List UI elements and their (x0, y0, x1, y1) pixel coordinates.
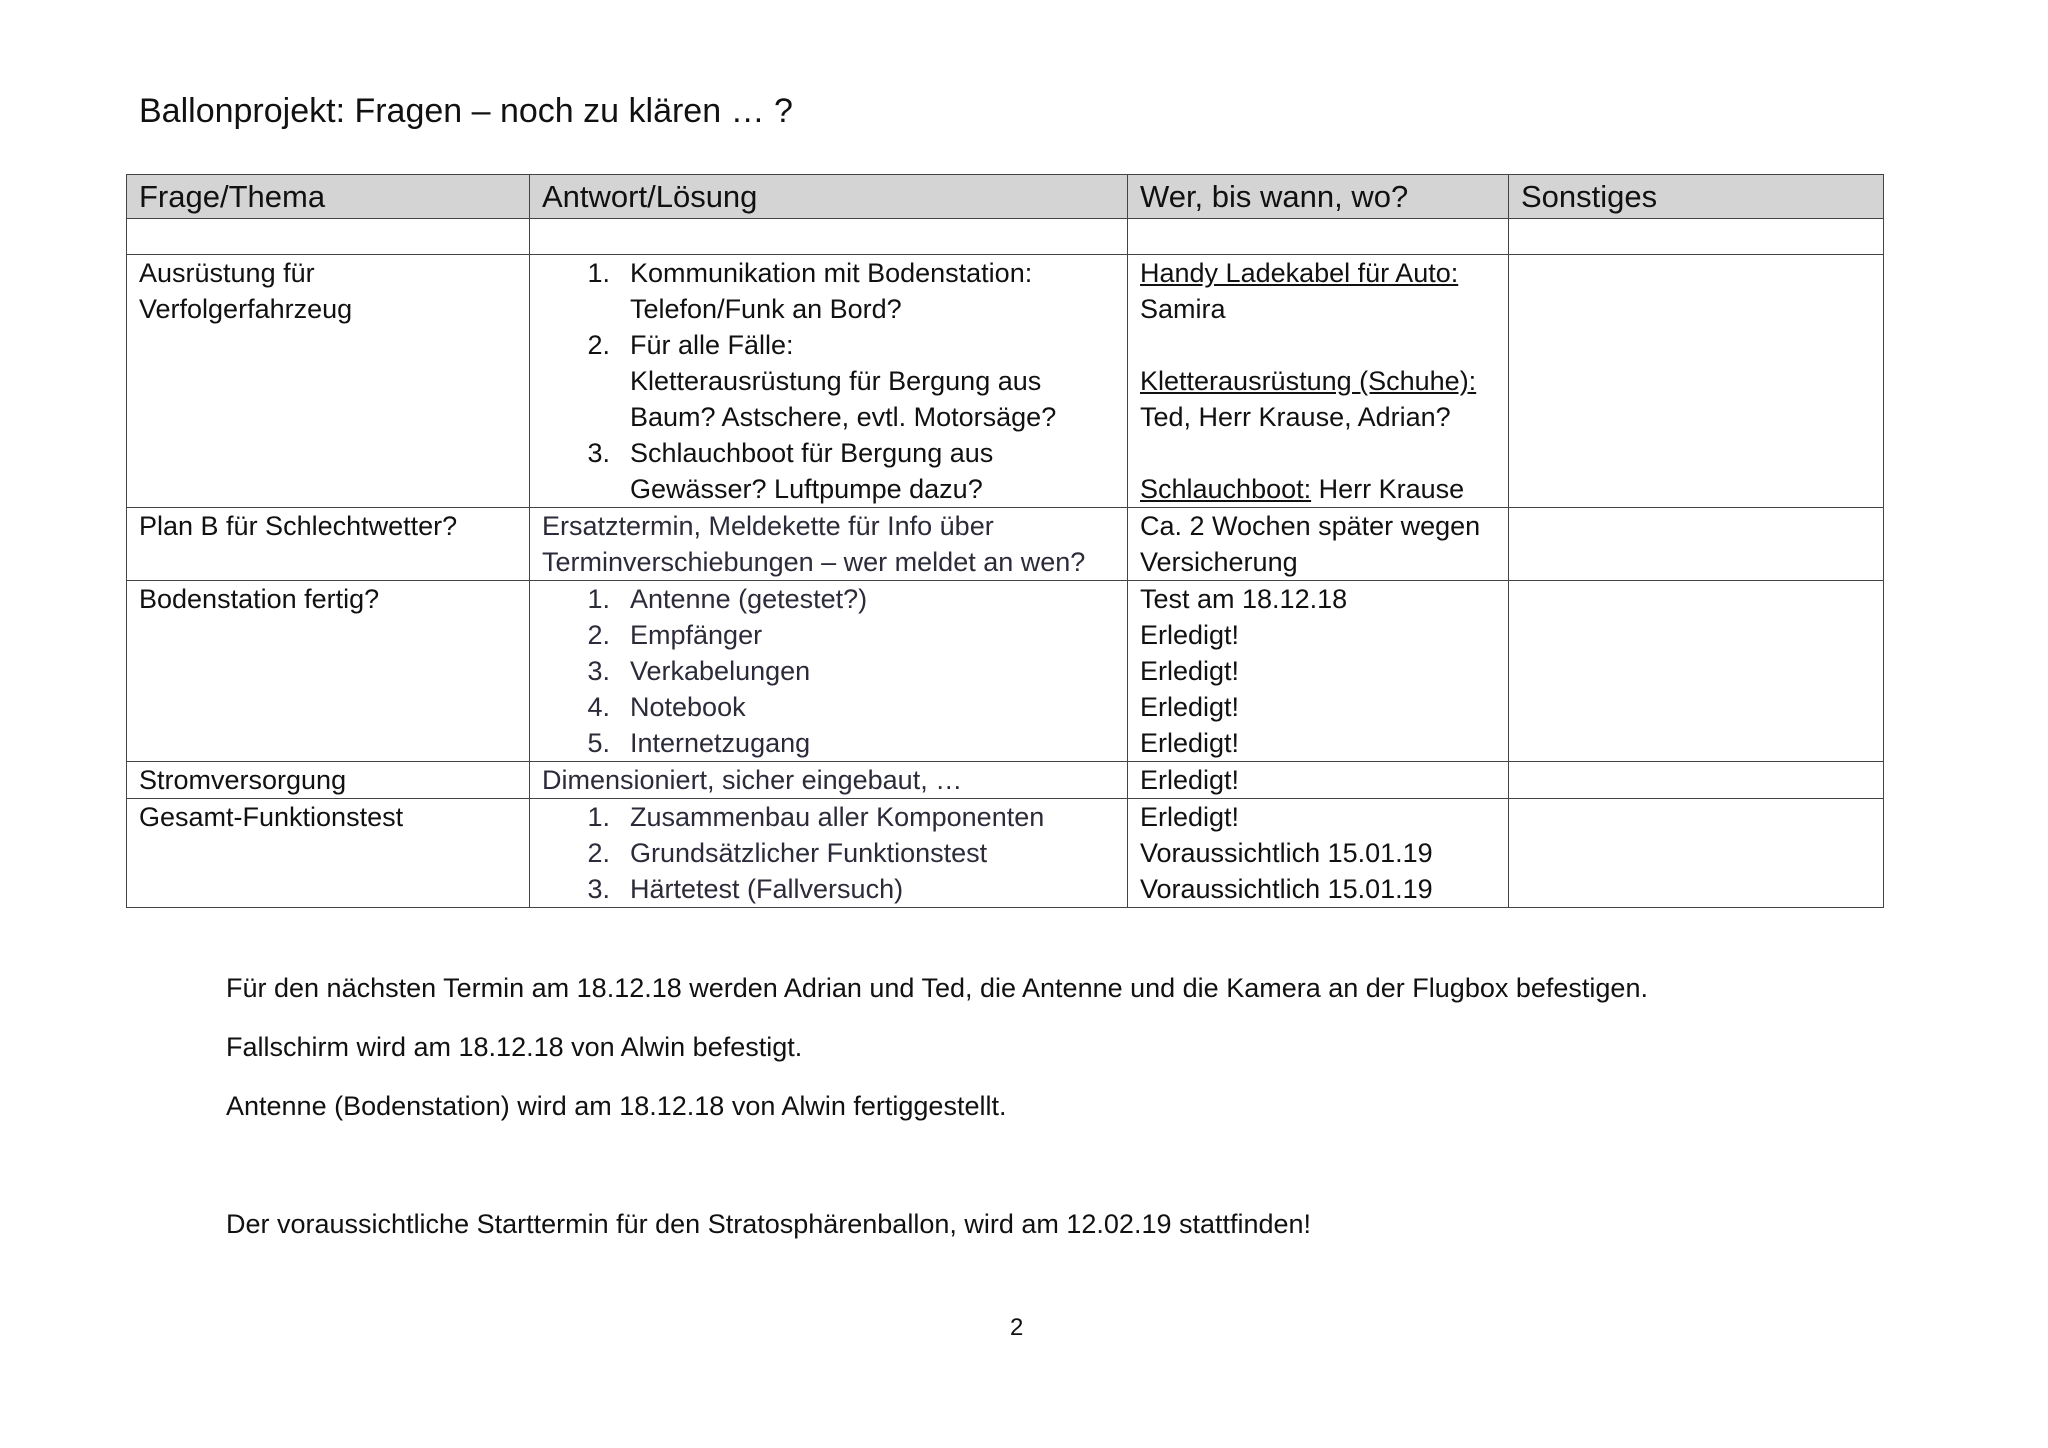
table-row (127, 762, 1884, 799)
answer-text: Dimensioniert, sicher eingebaut, … (542, 765, 963, 795)
answer-list-item (574, 871, 1115, 907)
list-number: 3. (587, 874, 610, 904)
other-cell (1509, 255, 1884, 508)
list-number: 3. (587, 438, 610, 468)
answer-item-text: Härtetest (Fallversuch) (630, 874, 904, 904)
topic-text: Stromversorgung (139, 765, 347, 795)
table-cell (1128, 219, 1509, 255)
answer-list-item (574, 435, 1115, 507)
list-number: 2. (587, 838, 610, 868)
boat-person: Herr Krause (1311, 474, 1465, 504)
page-title: Ballonprojekt: Fragen – noch zu klären … ? (139, 92, 793, 130)
note-launch-date: Der voraussichtliche Starttermin für den Stratosphärenballon, wird am 12.02.19 stattfinden! (226, 1209, 1312, 1239)
answer-item-text: Verkabelungen (630, 656, 811, 686)
other-cell (1509, 508, 1884, 581)
topic-text: Bodenstation fertig? (139, 584, 380, 614)
topic-text: Plan B für Schlechtwetter? (139, 511, 458, 541)
who-line: Ca. 2 Wochen später wegen (1140, 511, 1481, 541)
answer-cell (530, 255, 1128, 508)
table-cell (1509, 219, 1884, 255)
who-cell (1128, 799, 1509, 908)
answer-line: Kommunikation mit Bodenstation: (630, 258, 1033, 288)
boat-label: Schlauchboot: (1140, 474, 1312, 504)
who-line: Erledigt! (1140, 656, 1240, 686)
who-line: Voraussichtlich 15.01.19 (1140, 838, 1433, 868)
spacer-line (1140, 327, 1496, 363)
answer-line: Baum? Astschere, evtl. Motorsäge? (630, 402, 1057, 432)
answer-list (542, 799, 1115, 907)
topic-cell (127, 255, 530, 508)
who-line: Erledigt! (1140, 765, 1240, 795)
topic-cell (127, 799, 530, 908)
list-number: 1. (587, 802, 610, 832)
answer-line: Für alle Fälle: (630, 330, 794, 360)
page-number: 2 (1010, 1314, 1024, 1341)
table-cell (127, 219, 530, 255)
column-header-who: Wer, bis wann, wo? (1128, 175, 1509, 219)
table-cell (530, 219, 1128, 255)
charger-person: Samira (1140, 294, 1226, 324)
who-line: Voraussichtlich 15.01.19 (1140, 874, 1433, 904)
other-cell (1509, 799, 1884, 908)
answer-list-item (574, 653, 1115, 689)
answer-item-text: Antenne (getestet?) (630, 584, 868, 614)
answer-line: Terminverschiebungen – wer meldet an wen? (542, 547, 1086, 577)
table-row-empty (127, 219, 1884, 255)
answer-cell (530, 799, 1128, 908)
answer-item-text: Internetzugang (630, 728, 811, 758)
answer-list-item (574, 327, 1115, 435)
list-number: 2. (587, 620, 610, 650)
answer-item-text: Notebook (630, 692, 746, 722)
table-row (127, 508, 1884, 581)
who-line: Erledigt! (1140, 692, 1240, 722)
answer-item-text: Empfänger (630, 620, 763, 650)
column-header-other: Sonstiges (1509, 175, 1884, 219)
topic-text: Gesamt-Funktionstest (139, 802, 404, 832)
note-antenna: Antenne (Bodenstation) wird am 18.12.18 von Alwin fertiggestellt. (226, 1091, 1007, 1121)
answer-list-item (574, 617, 1115, 653)
table-row (127, 255, 1884, 508)
answer-item-text: Grundsätzlicher Funktionstest (630, 838, 988, 868)
questions-table (126, 174, 1884, 908)
answer-line: Ersatztermin, Meldekette für Info über (542, 511, 994, 541)
who-cell (1128, 255, 1509, 508)
topic-cell (127, 581, 530, 762)
column-header-answer: Antwort/Lösung (530, 175, 1128, 219)
answer-list-item (574, 581, 1115, 617)
list-number: 3. (587, 656, 610, 686)
who-line: Erledigt! (1140, 620, 1240, 650)
column-header-topic: Frage/Thema (127, 175, 530, 219)
table-header-row (127, 175, 1884, 219)
topic-cell (127, 508, 530, 581)
who-line: Test am 18.12.18 (1140, 584, 1348, 614)
who-line: Erledigt! (1140, 728, 1240, 758)
who-line: Erledigt! (1140, 802, 1240, 832)
spacer-line (1140, 435, 1496, 471)
climbing-people: Ted, Herr Krause, Adrian? (1140, 402, 1451, 432)
list-number: 5. (587, 728, 610, 758)
topic-cell (127, 762, 530, 799)
charger-label: Handy Ladekabel für Auto: (1140, 258, 1459, 288)
answer-list-item (574, 835, 1115, 871)
answer-cell (530, 508, 1128, 581)
note-parachute: Fallschirm wird am 18.12.18 von Alwin befestigt. (226, 1032, 803, 1062)
other-cell (1509, 762, 1884, 799)
answer-item-text: Zusammenbau aller Komponenten (630, 802, 1045, 832)
table-row (127, 581, 1884, 762)
answer-list-item (574, 689, 1115, 725)
answer-list (542, 255, 1115, 507)
answer-line: Schlauchboot für Bergung aus (630, 438, 994, 468)
answer-cell (530, 762, 1128, 799)
boat-line (1140, 471, 1496, 507)
table-row (127, 799, 1884, 908)
list-number: 1. (587, 258, 610, 288)
note-next-meeting: Für den nächsten Termin am 18.12.18 werden Adrian und Ted, die Antenne und die Kamera an der Flugbox befestigen. (226, 973, 1648, 1003)
answer-list-item (574, 799, 1115, 835)
answer-line: Kletterausrüstung für Bergung aus (630, 366, 1042, 396)
list-number: 4. (587, 692, 610, 722)
who-cell (1128, 508, 1509, 581)
other-cell (1509, 581, 1884, 762)
answer-line: Gewässer? Luftpumpe dazu? (630, 474, 983, 504)
list-number: 2. (587, 330, 610, 360)
topic-text: Ausrüstung für Verfolgerfahrzeug (139, 258, 353, 324)
answer-list (542, 581, 1115, 761)
who-line: Versicherung (1140, 547, 1298, 577)
answer-cell (530, 581, 1128, 762)
who-cell (1128, 581, 1509, 762)
climbing-label: Kletterausrüstung (Schuhe): (1140, 366, 1477, 396)
who-cell (1128, 762, 1509, 799)
answer-list-item (574, 725, 1115, 761)
list-number: 1. (587, 584, 610, 614)
answer-line: Telefon/Funk an Bord? (630, 294, 902, 324)
answer-list-item (574, 255, 1115, 327)
